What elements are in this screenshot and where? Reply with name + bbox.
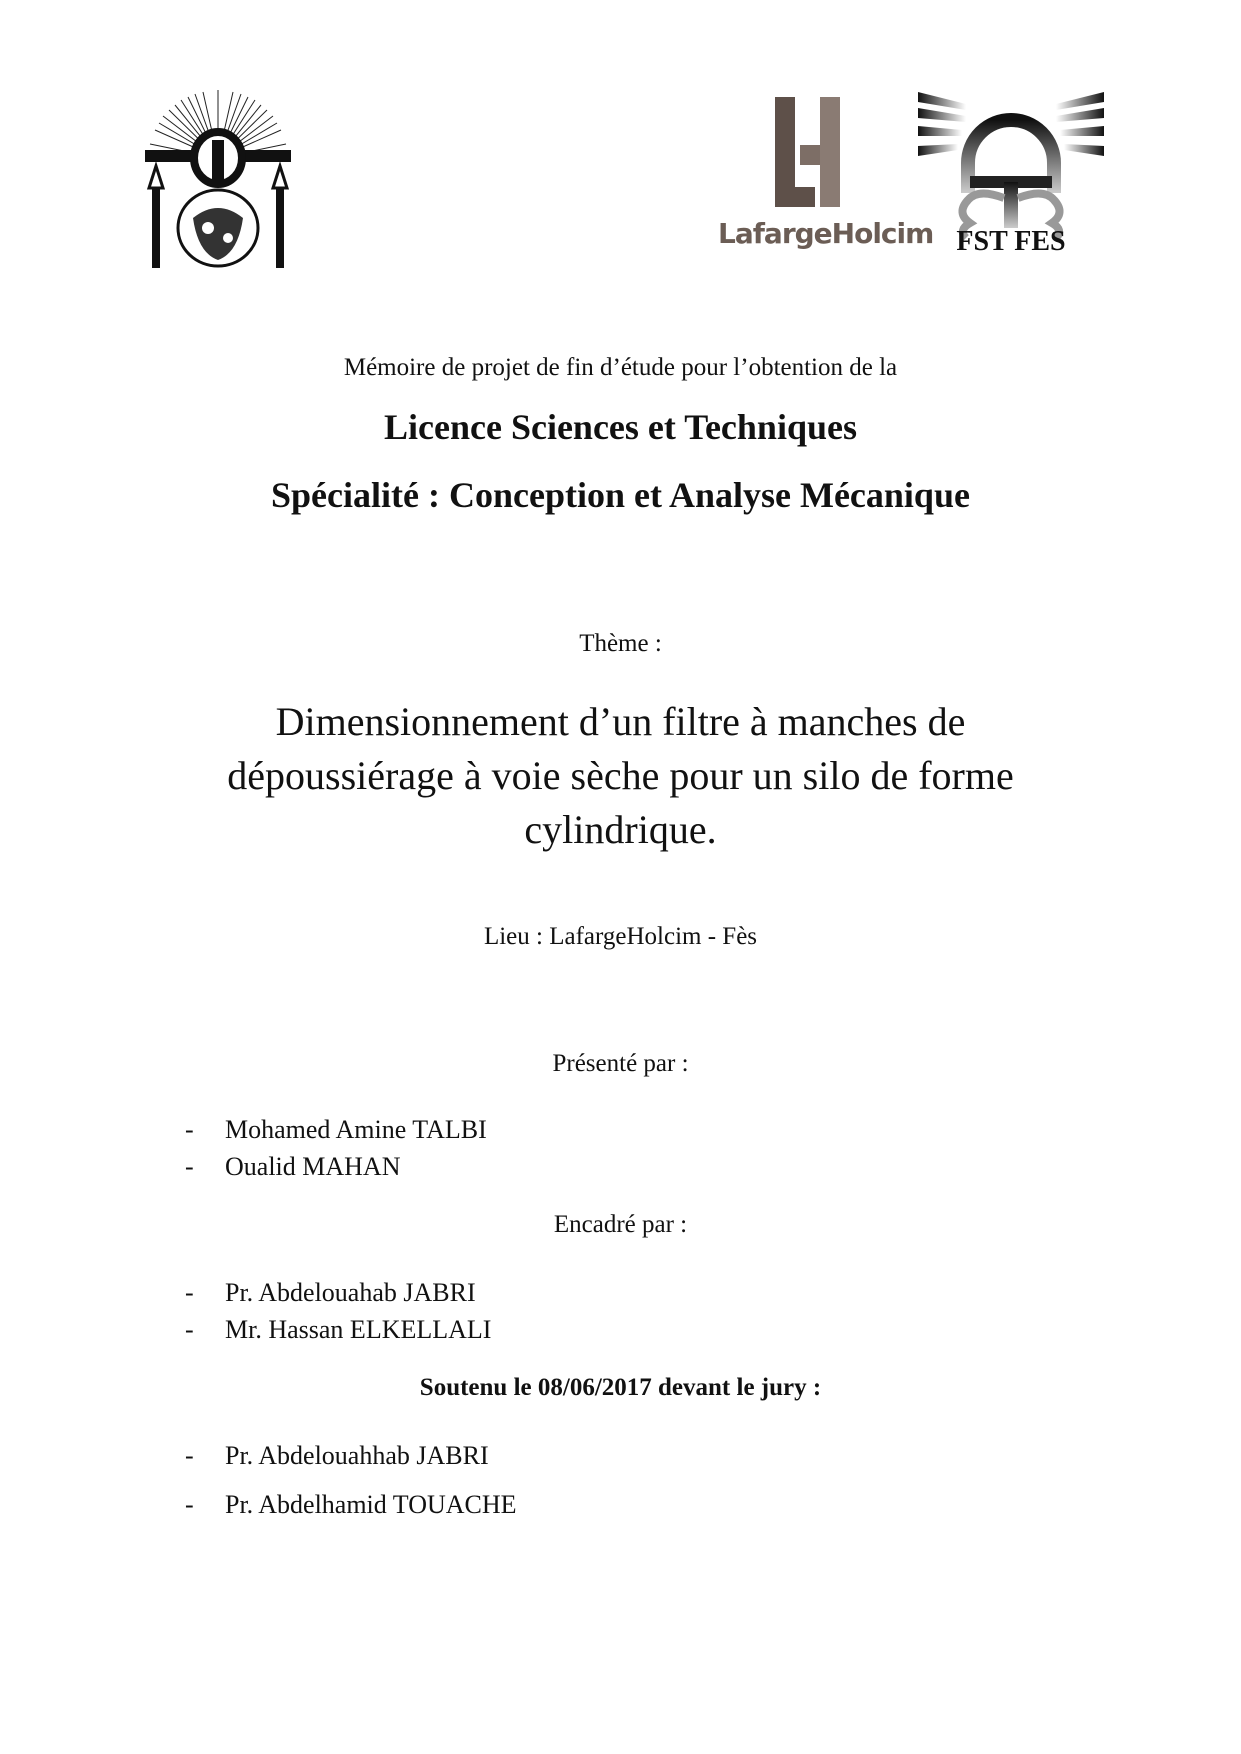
intro-text: Mémoire de projet de fin d’étude pour l’obtention de la <box>343 354 898 381</box>
student-name: Oualid MAHAN <box>225 1152 401 1181</box>
theme-title-line: cylindrique. <box>524 807 717 852</box>
list-marker: - <box>185 1278 194 1307</box>
jury-member-name: Pr. Abdelouahhab JABRI <box>225 1441 489 1470</box>
student-name: Mohamed Amine TALBI <box>225 1115 487 1144</box>
theme-title <box>0 695 1241 857</box>
supervisor-name: Pr. Abdelouahab JABRI <box>225 1278 476 1307</box>
list-item <box>185 1152 401 1182</box>
list-item <box>185 1278 476 1308</box>
list-marker: - <box>185 1315 194 1344</box>
list-item <box>185 1490 517 1520</box>
list-marker: - <box>185 1152 194 1181</box>
lafargeholcim-logo-icon <box>718 95 934 265</box>
list-item <box>185 1315 491 1345</box>
presented-by-label: Présenté par : <box>552 1050 689 1077</box>
fst-fes-wordmark: FST FES <box>956 226 1066 257</box>
location-text: Lieu : LafargeHolcim - Fès <box>483 923 758 950</box>
list-item <box>185 1115 487 1145</box>
degree-title: Licence Sciences et Techniques <box>384 407 857 447</box>
supervised-by-label: Encadré par : <box>553 1211 688 1238</box>
jury-member-name: Pr. Abdelhamid TOUACHE <box>225 1490 517 1519</box>
list-marker: - <box>185 1441 194 1470</box>
theme-label: Thème : <box>579 630 662 657</box>
fst-fes-logo-icon <box>918 88 1104 258</box>
list-item <box>185 1441 489 1471</box>
jury-label: Soutenu le 08/06/2017 devant le jury : <box>419 1374 822 1401</box>
lafargeholcim-wordmark: LafargeHolcim <box>718 217 934 250</box>
speciality-title: Spécialité : Conception et Analyse Mécanique <box>271 475 970 515</box>
university-emblem-icon <box>143 88 293 270</box>
list-marker: - <box>185 1490 194 1519</box>
theme-title-line: dépoussiérage à voie sèche pour un silo de forme <box>227 753 1014 798</box>
supervisor-name: Mr. Hassan ELKELLALI <box>225 1315 492 1344</box>
list-marker: - <box>185 1115 194 1144</box>
theme-title-line: Dimensionnement d’un filtre à manches de <box>275 699 966 744</box>
